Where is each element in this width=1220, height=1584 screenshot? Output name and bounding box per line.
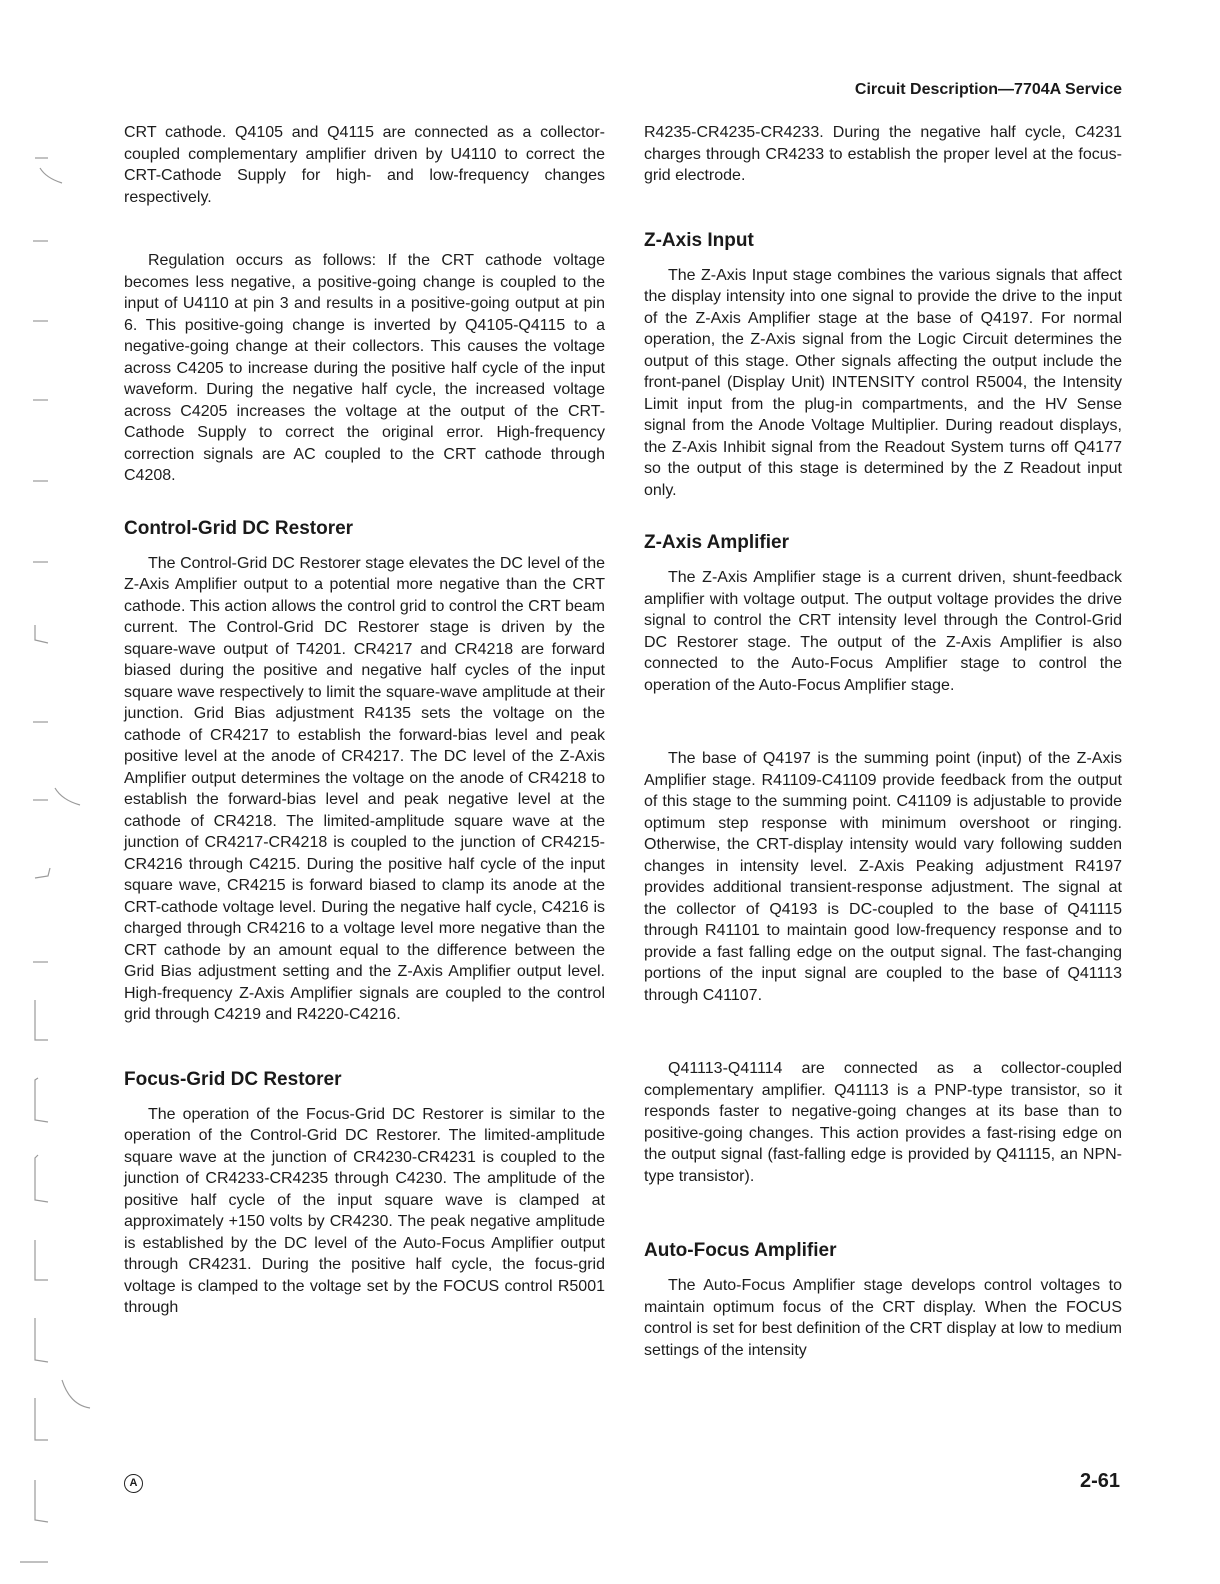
publisher-mark-icon: A: [124, 1474, 143, 1493]
paragraph: The Z-Axis Input stage combines the various signals that affect the display intensity into one signal to provide the drive to the input of the Z-Axis Amplifier stage at the base of Q4197. For normal operation, the Z-Axis signal from the Logic Circuit determines the output of this stage. Other signals affecting the output include the front-panel (Display Unit) INTENSITY control R5004, the Intensity Limit input from the plug-in compartments, and the HV Sense signal from the Anode Voltage Multiplier. During readout displays, the Z-Axis Inhibit signal from the Readout System turns off Q4177 so the output of this stage is determined by the Z Readout input only.: [644, 266, 1122, 499]
paragraph: The Z-Axis Amplifier stage is a current driven, shunt-feedback amplifier with voltage output. The output voltage provides the drive signal to control the CRT intensity level through the Control-Grid DC Restorer stage. The output of the Z-Axis Amplifier is also connected to the Auto-Focus Amplifier stage to control the operation of the Auto-Focus Amplifier stage.: [644, 569, 1122, 694]
paragraph: The base of Q4197 is the summing point (input) of the Z-Axis Amplifier stage. R41109-C41109 provide feedback from the output of this stage to the summing point. C41109 is adjustable to provide optimum step response with minimum overshoot or ringing. Otherwise, the CRT-display intensity would vary following sudden changes in intensity level. Z-Axis Peaking adjustment R4197 provides additional transient-response adjustment. The signal at the collector of Q4193 is DC-coupled to the base of Q41115 through R41101 to maintain good low-frequency response and to provide a fast falling edge on the output signal. The fast-changing portions of the input signal are coupled to the base of Q41113 through C41107.: [644, 750, 1122, 1004]
paragraph: Q41113-Q41114 are connected as a collector-coupled complementary amplifier. Q41113 is a PNP-type transistor, so it responds faster to negative-going changes at its base than to positive-going changes. This action provides a fast-rising edge on the output signal (fast-falling edge is provided by Q41115, an NPN-type transistor).: [644, 1060, 1122, 1185]
binding-margin-marks: [0, 0, 110, 1584]
paragraph: The Auto-Focus Amplifier stage develops control voltages to maintain optimum focus of the CRT display. When the FOCUS control is set for best definition of the CRT display at low to medium settings of the intensity: [644, 1277, 1122, 1359]
paragraph: Regulation occurs as follows: If the CRT cathode voltage becomes less negative, a positive-going change is coupled to the input of U4110 at pin 3 and results in a positive-going output at pin 6. This positive-going change is inverted by Q4105-Q4115 to a negative-going change at their collectors. This causes the voltage across C4205 to increase during the positive half cycle of the input waveform. During the negative half cycle, the increased voltage across C4205 increases the voltage at the output of the CRT-Cathode Supply to correct the original error. High-frequency correction signals are AC coupled to the CRT cathode through C4208.: [124, 252, 605, 484]
running-head: Circuit Description—7704A Service: [854, 81, 1122, 98]
section-heading-z-axis-input: Z-Axis Input: [644, 229, 754, 251]
right-column: [644, 122, 1122, 1361]
section-heading-focus-grid: Focus-Grid DC Restorer: [124, 1068, 342, 1090]
left-column: [124, 122, 605, 1319]
paragraph: The Control-Grid DC Restorer stage elevates the DC level of the Z-Axis Amplifier output to a potential more negative than the CRT cathode. This action allows the control grid to control the CRT beam current. The Control-Grid DC Restorer stage is driven by the square-wave output of T4201. CR4217 and CR4218 are forward biased during the positive and negative half cycles of the input square wave respectively to limit the square-wave amplitude at their junction. Grid Bias adjustment R4135 sets the voltage on the cathode of CR4217 to establish the forward-bias level and peak positive level at the anode of CR4217. The DC level of the Z-Axis Amplifier output determines the voltage on the anode of CR4218 to establish the forward-bias level and peak negative level at the cathode of CR4218. The limited-amplitude square wave at the junction of CR4217-CR4218 is coupled to the junction of CR4215-CR4216 through C4215. During the positive half cycle of the input square wave, CR4215 is forward biased to clamp its anode at the CRT-cathode voltage level. During the negative half cycle, C4216 is charged through CR4216 to a voltage level more negative than the CRT cathode by an amount equal to the difference between the Grid Bias adjustment setting and the Z-Axis Amplifier output level. High-frequency Z-Axis Amplifier signals are coupled to the control grid through C4219 and R4220-C4216.: [124, 554, 605, 1023]
paragraph: CRT cathode. Q4105 and Q4115 are connected as a collector-coupled complementary amplifier driven by U4110 to correct the CRT-Cathode Supply for high- and low-frequency changes respectively.: [124, 124, 605, 206]
paragraph: R4235-CR4235-CR4233. During the negative half cycle, C4231 charges through CR4233 to establish the proper level at the focus-grid electrode.: [644, 124, 1122, 184]
section-heading-z-axis-amplifier: Z-Axis Amplifier: [644, 532, 789, 553]
section-heading-auto-focus: Auto-Focus Amplifier: [644, 1240, 837, 1261]
paragraph: The operation of the Focus-Grid DC Restorer is similar to the operation of the Control-Grid DC Restorer. The limited-amplitude square wave at the junction of CR4230-CR4231 is coupled to the junction of CR4233-CR4235 through C4230. The amplitude of the positive half cycle of the input square wave is clamped at approximately +150 volts by CR4230. The peak negative amplitude is established by the DC level of the Auto-Focus Amplifier output through CR4231. During the positive half cycle, the focus-grid voltage is clamped to the voltage set by the FOCUS control R5001 through: [124, 1105, 605, 1316]
section-heading-control-grid: Control-Grid DC Restorer: [124, 517, 354, 539]
page-number: 2-61: [1079, 1470, 1120, 1492]
